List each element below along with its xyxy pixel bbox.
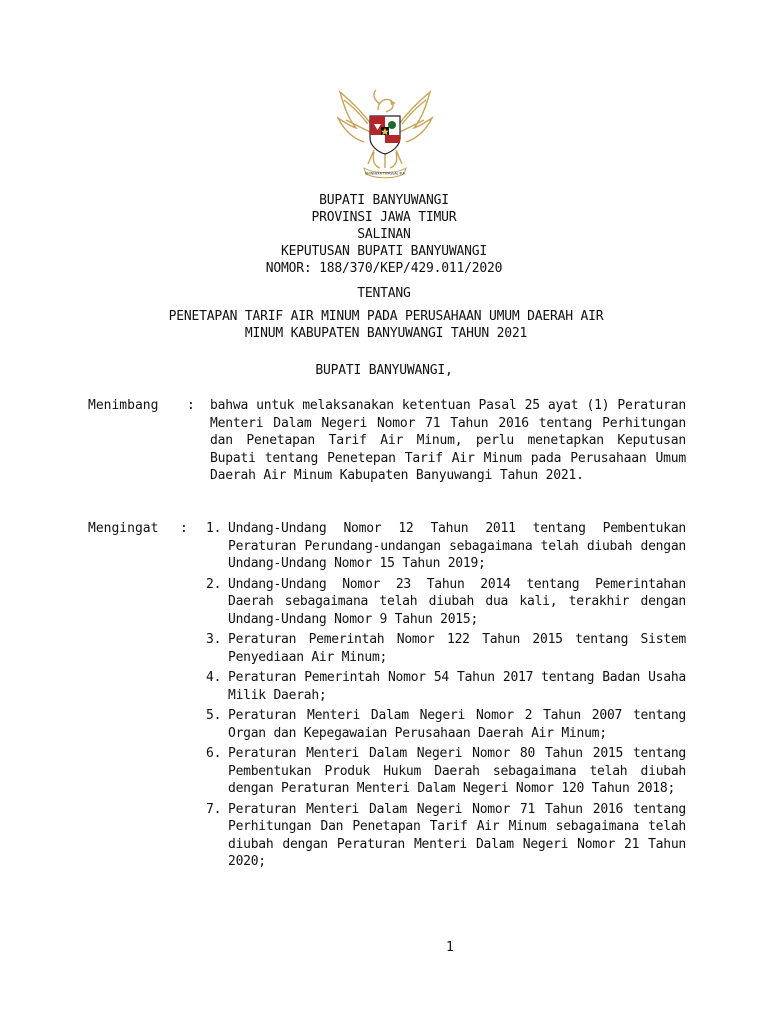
decree-title-line-2: MINUM KABUPATEN BANYUWANGI TAHUN 2021 — [244, 326, 528, 341]
mengingat-label: Mengingat — [88, 521, 159, 536]
header-copy-mark: SALINAN — [357, 227, 411, 242]
garuda-emblem-icon — [334, 84, 436, 180]
list-item — [200, 801, 686, 871]
list-item-text: Undang-Undang Nomor 23 Tahun 2014 tentang Pemerintahan Daerah sebagaimana telah diubah dua kali, terakhir dengan Undang-Undang Nomor 9 Tahun 2015; — [228, 576, 686, 627]
list-item — [200, 745, 686, 798]
list-item-number: 7. — [206, 801, 222, 817]
page-number: 1 — [446, 940, 454, 955]
list-item-number: 3. — [206, 632, 222, 647]
menimbang-text: bahwa untuk melaksanakan ketentuan Pasal 25 ayat (1) Peraturan Menteri Dalam Negeri Nomor 71 Tahun 2016 tentang Perhitungan dan Penetapan Tarif Air Minum, perlu menetapkan Keputusan Bupati tentang Penetepan Tarif Air Minum pada Perusahaan Umum Daerah Air Minum Kabupaten Banyuwangi Tahun 2021. — [210, 398, 686, 483]
emblem-motto: BHINNEKA TUNGGAL IKA — [365, 171, 405, 176]
header-about: TENTANG — [357, 286, 411, 301]
header-province: PROVINSI JAWA TIMUR — [311, 210, 457, 225]
header-regent: BUPATI BANYUWANGI — [319, 193, 449, 208]
header-decree: KEPUTUSAN BUPATI BANYUWANGI — [281, 244, 487, 259]
menimbang-label: Menimbang — [88, 398, 159, 413]
list-item-number: 2. — [206, 576, 222, 592]
list-item-text: Peraturan Pemerintah Nomor 54 Tahun 2017 tentang Badan Usaha Milik Daerah; — [228, 670, 686, 703]
decree-title-line-1: PENETAPAN TARIF AIR MINUM PADA PERUSAHAAN UMUM DAERAH AIR — [168, 309, 604, 324]
list-item-number: 4. — [206, 670, 222, 685]
list-item — [200, 669, 686, 704]
list-item — [200, 707, 686, 742]
header-decree-number: NOMOR: 188/370/KEP/429.011/2020 — [265, 261, 503, 276]
list-item-text: Peraturan Menteri Dalam Negeri Nomor 80 Tahun 2015 tentang Pembentukan Produk Hukum Daerah sebagaimana telah diubah dengan Peraturan Menteri Dalam Negeri Nomor 120 Tahun 2018; — [228, 746, 686, 796]
list-item-number: 6. — [206, 746, 222, 761]
menimbang-colon: : — [187, 398, 195, 413]
mengingat-colon: : — [180, 521, 188, 536]
list-item-text: Undang-Undang Nomor 12 Tahun 2011 tentang Pembentukan Peraturan Perundang-undangan sebagaimana telah diubah dengan Undang-Undang Nomor 15 Tahun 2019; — [228, 521, 686, 571]
list-item-text: Peraturan Menteri Dalam Negeri Nomor 2 Tahun 2007 tentang Organ dan Kepegawaian Perusahaan Daerah Air Minum; — [228, 708, 686, 741]
list-item — [200, 520, 686, 573]
signatory-heading: BUPATI BANYUWANGI, — [315, 363, 453, 378]
list-item-number: 5. — [206, 708, 222, 723]
list-item — [200, 631, 686, 666]
list-item — [200, 576, 686, 629]
list-item-text: Peraturan Pemerintah Nomor 122 Tahun 2015 tentang Sistem Penyediaan Air Minum; — [228, 632, 686, 665]
mengingat-list — [200, 520, 686, 874]
list-item-number: 1. — [206, 521, 222, 536]
list-item-text: Peraturan Menteri Dalam Negeri Nomor 71 Tahun 2016 tentang Perhitungan Dan Penetapan Tarif Air Minum sebagaimana telah diubah dengan Peraturan Menteri Dalam Negeri Nomor 21 Tahun 2020; — [228, 801, 686, 869]
